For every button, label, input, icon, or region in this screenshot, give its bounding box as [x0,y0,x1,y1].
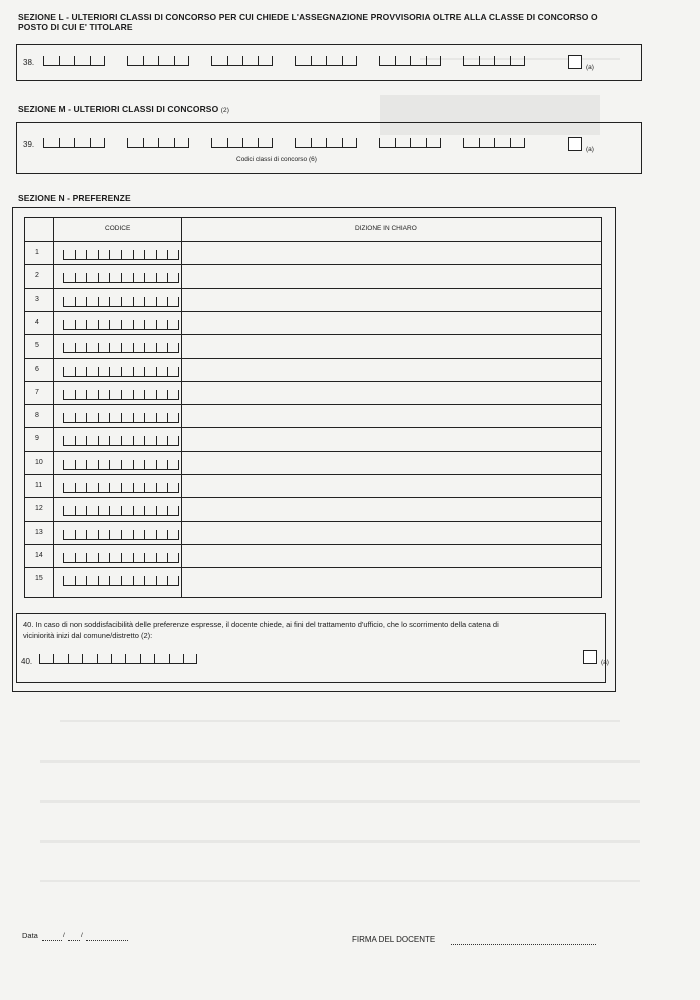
field-39-code-4[interactable] [295,139,357,148]
bleed-through-mark [40,840,640,843]
field-39-code-1[interactable] [43,139,105,148]
field-39-codes-caption: Codici classi di concorso (6) [236,156,317,163]
preference-description-field[interactable] [183,545,599,566]
preference-code-field[interactable] [63,274,179,283]
field-40-number: 40. [21,657,33,666]
preference-description-field[interactable] [183,382,599,403]
table-row-number: 14 [35,551,43,559]
date-slash-1: / [63,932,65,939]
field-39-checkbox[interactable] [568,137,582,151]
field-38-number: 38. [23,58,35,67]
preference-description-field[interactable] [183,522,599,543]
field-38-code-3[interactable] [211,57,273,66]
preference-code-field[interactable] [63,461,179,470]
section-m-title [18,104,229,116]
bleed-through-mark [40,800,640,803]
column-header-dizione: DIZIONE IN CHIARO [355,225,417,232]
preference-code-field[interactable] [63,414,179,423]
field-38-code-4[interactable] [295,57,357,66]
signature-label: FIRMA DEL DOCENTE [352,935,436,944]
preferences-table [24,217,602,598]
field-39-code-6[interactable] [463,139,525,148]
preference-description-field[interactable] [183,359,599,380]
preference-description-field[interactable] [183,498,599,519]
table-row-number: 9 [35,435,39,443]
preference-code-field[interactable] [63,437,179,446]
preference-description-field[interactable] [183,242,599,263]
preference-code-field[interactable] [63,344,179,353]
preference-description-field[interactable] [183,289,599,310]
section-m-box [16,122,642,174]
table-row-number: 2 [35,272,39,280]
preference-description-field[interactable] [183,335,599,356]
preference-description-field[interactable] [183,265,599,286]
section-l-box [16,44,642,81]
signature-line[interactable] [451,944,596,945]
bleed-through-mark [60,720,620,722]
table-row-number: 15 [35,575,43,583]
table-row-number: 6 [35,365,39,373]
preference-code-field[interactable] [63,484,179,493]
item-40-box [16,613,609,683]
table-row-number: 10 [35,458,43,466]
table-row-number: 7 [35,388,39,396]
date-year-line [86,940,128,941]
table-row-number: 11 [35,482,43,489]
column-header-codice: CODICE [105,225,131,232]
table-row-number: 3 [35,295,39,303]
preference-code-field[interactable] [63,251,179,260]
date-slash-2: / [81,932,83,939]
preference-description-field[interactable] [183,405,599,426]
column-divider-codice [181,218,182,597]
field-40-note: (a) [601,659,609,666]
field-38-code-1[interactable] [43,57,105,66]
bleed-through-mark [40,880,640,882]
field-38-note: (a) [586,64,594,71]
field-38-code-2[interactable] [127,57,189,66]
table-row-number: 5 [35,342,39,350]
preference-code-field[interactable] [63,577,179,586]
table-row-number: 4 [35,318,39,326]
field-38-code-5[interactable] [379,57,441,66]
table-row-number: 12 [35,505,43,513]
item-40-text: 40. In caso di non soddisfacibilità delle preferenze espresse, il docente chiede, ai fini del trattamento d'ufficio, che lo scorrimento della catena di viciniorità inizi dal comune/distretto (2): [23,620,499,640]
field-39-number: 39. [23,140,35,149]
field-40-code[interactable] [39,655,197,664]
preference-description-field[interactable] [183,568,599,589]
field-38-checkbox[interactable] [568,55,582,69]
date-label: Data [22,931,38,940]
field-39-note: (a) [586,146,594,153]
preference-description-field[interactable] [183,428,599,449]
preference-code-field[interactable] [63,554,179,563]
field-38-code-6[interactable] [463,57,525,66]
section-l-title: SEZIONE L - ULTERIORI CLASSI DI CONCORSO PER CUI CHIEDE L'ASSEGNAZIONE PROVVISORIA OLTRE ALLA CLASSE DI CONCORSO O POSTO DI CUI E' TITOLARE [18,12,598,32]
field-40-checkbox[interactable] [583,650,597,664]
date-field[interactable] [22,931,38,940]
preference-code-field[interactable] [63,507,179,516]
field-39-code-3[interactable] [211,139,273,148]
column-divider-number [53,218,54,597]
table-row-number: 13 [35,528,43,536]
preference-code-field[interactable] [63,531,179,540]
field-39-code-2[interactable] [127,139,189,148]
preference-description-field[interactable] [183,452,599,473]
section-m-title-note: (2) [220,107,230,114]
bleed-through-mark [40,760,640,763]
section-m-title-text: SEZIONE M - ULTERIORI CLASSI DI CONCORSO [18,104,219,114]
field-39-code-5[interactable] [379,139,441,148]
preference-code-field[interactable] [63,321,179,330]
preference-code-field[interactable] [63,368,179,377]
date-day-line [42,940,62,941]
preference-code-field[interactable] [63,298,179,307]
table-row-number: 1 [35,249,39,256]
preference-description-field[interactable] [183,312,599,333]
preference-code-field[interactable] [63,391,179,400]
date-month-line [68,940,80,941]
table-row-number: 8 [35,412,39,420]
preference-description-field[interactable] [183,475,599,496]
section-n-title: SEZIONE N - PREFERENZE [18,193,131,203]
